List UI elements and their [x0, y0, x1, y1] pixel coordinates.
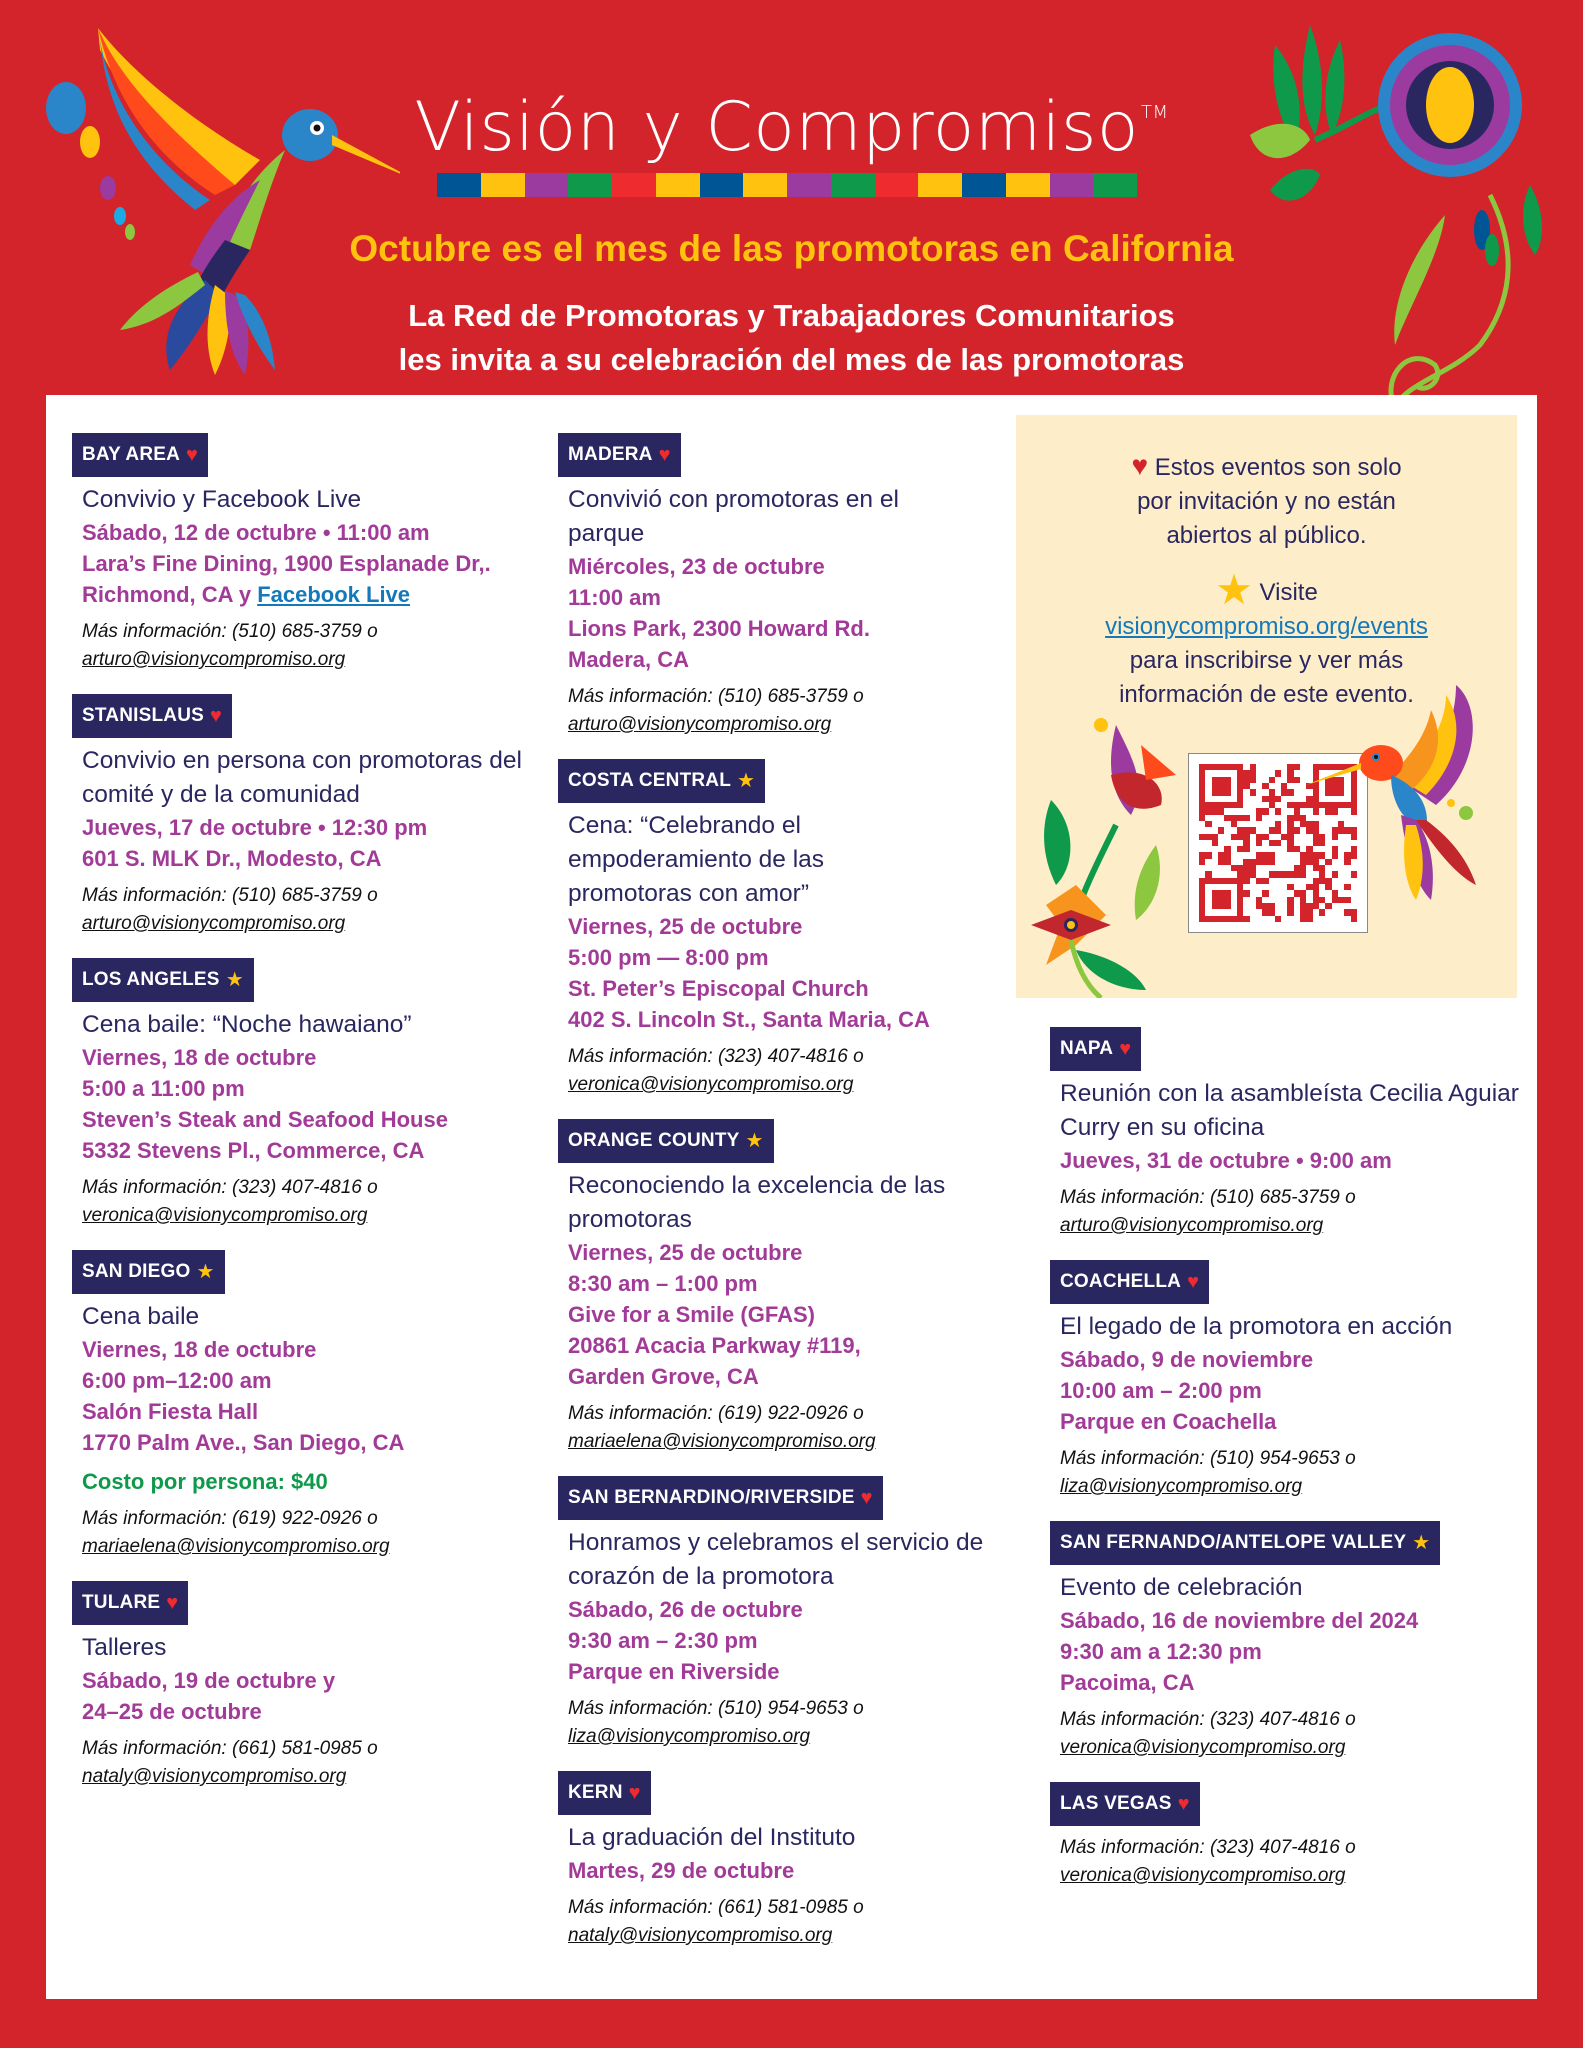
- event-title: Reconociendo la excelencia de las promotoras: [568, 1172, 946, 1233]
- event-title: Cena: “Celebrando el empoderamiento de las promotoras con amor”: [568, 812, 825, 907]
- region-badge: [558, 1771, 651, 1815]
- contact-phone: Más información: (510) 685-3759 o: [82, 885, 378, 906]
- region-badge: [558, 1476, 883, 1520]
- contact-info: [568, 1695, 1058, 1751]
- contact-phone: Más información: (619) 922-0926 o: [568, 1403, 864, 1424]
- event-date-2: 24–25 de octubre: [82, 1699, 262, 1724]
- event-title: Evento de celebración: [1060, 1574, 1303, 1601]
- event-venue: St. Peter’s Episcopal Church: [568, 976, 869, 1001]
- contact-info: [82, 618, 532, 674]
- contact-info: [568, 1894, 1058, 1950]
- contact-phone: Más información: (510) 954-9653 o: [568, 1698, 864, 1719]
- region-label: NAPA: [1060, 1038, 1114, 1059]
- event-card-san-fernando-antelope-valley: [1050, 1521, 1520, 1762]
- event-venue: Steven’s Steak and Seafood House: [82, 1107, 448, 1132]
- event-title: Reunión con la asambleísta Cecilia Aguiar Curry en su oficina: [1060, 1080, 1519, 1141]
- region-label: SAN BERNARDINO/RIVERSIDE: [568, 1487, 855, 1508]
- contact-email-link[interactable]: mariaelena@visionycompromiso.org: [568, 1431, 876, 1452]
- region-badge: [558, 433, 681, 477]
- event-venue: Give for a Smile (GFAS): [568, 1302, 815, 1327]
- contact-phone: Más información: (510) 685-3759 o: [568, 686, 864, 707]
- greek-key-band: [437, 173, 1137, 197]
- contact-phone: Más información: (510) 685-3759 o: [1060, 1187, 1356, 1208]
- contact-info: [568, 683, 1058, 739]
- region-badge: [1050, 1521, 1440, 1565]
- flower-illustration-icon: [1016, 705, 1196, 998]
- contact-email-link[interactable]: arturo@visionycompromiso.org: [82, 649, 346, 670]
- region-badge: [72, 958, 254, 1002]
- contact-email-link[interactable]: arturo@visionycompromiso.org: [82, 913, 346, 934]
- region-badge: [1050, 1782, 1200, 1826]
- event-location: 601 S. MLK Dr., Modesto, CA: [82, 846, 382, 871]
- contact-info: [1060, 1834, 1520, 1890]
- heart-icon: ♥: [166, 1592, 179, 1614]
- event-time: 5:00 pm — 8:00 pm: [568, 945, 769, 970]
- event-location: Pacoima, CA: [1060, 1670, 1195, 1695]
- contact-info: [82, 882, 532, 938]
- note-line: información de este evento.: [1119, 681, 1414, 708]
- contact-email-link[interactable]: liza@visionycompromiso.org: [568, 1726, 811, 1747]
- event-title: Convivió con promotoras en el parque: [568, 486, 899, 547]
- region-badge: [72, 1250, 225, 1294]
- contact-phone: Más información: (323) 407-4816 o: [1060, 1709, 1356, 1730]
- contact-phone: Más información: (619) 922-0926 o: [82, 1508, 378, 1529]
- events-column-3: [1050, 1027, 1520, 1910]
- contact-phone: Más información: (323) 407-4816 o: [1060, 1837, 1356, 1858]
- event-time: 11:00 am: [568, 585, 661, 610]
- event-location-text: Richmond, CA y: [82, 582, 258, 607]
- region-label: STANISLAUS: [82, 705, 204, 726]
- event-time: 9:30 am a 12:30 pm: [1060, 1639, 1262, 1664]
- region-label: LAS VEGAS: [1060, 1793, 1172, 1814]
- contact-email-link[interactable]: veronica@visionycompromiso.org: [1060, 1865, 1346, 1886]
- contact-email-link[interactable]: arturo@visionycompromiso.org: [568, 714, 832, 735]
- event-title: Convivio y Facebook Live: [82, 486, 362, 513]
- heart-icon: ♥: [209, 705, 223, 727]
- note-line: Estos eventos son solo: [1154, 454, 1402, 481]
- contact-info: [82, 1505, 532, 1561]
- event-title: Cena baile: [82, 1303, 200, 1330]
- event-title: Talleres: [82, 1634, 167, 1661]
- events-column-2: [558, 433, 1058, 1970]
- contact-email-link[interactable]: nataly@visionycompromiso.org: [568, 1925, 833, 1946]
- event-card-costa-central: [558, 759, 1058, 1099]
- region-label: SAN FERNANDO/ANTELOPE VALLEY: [1060, 1532, 1407, 1553]
- contact-info: [568, 1400, 1058, 1456]
- heart-icon: ♥: [1187, 1271, 1200, 1293]
- subtitle-line-2: les invita a su celebración del mes de las promotoras: [398, 342, 1185, 377]
- event-title: Cena baile: “Noche hawaiano”: [82, 1011, 412, 1038]
- star-icon: ★: [1412, 1532, 1431, 1554]
- event-time: 10:00 am – 2:00 pm: [1060, 1378, 1262, 1403]
- brand-title: [0, 88, 1583, 167]
- star-icon: ★: [1215, 566, 1253, 613]
- contact-phone: Más información: (510) 685-3759 o: [82, 621, 378, 642]
- event-date: Sábado, 9 de noviembre: [1060, 1347, 1314, 1372]
- event-card-coachella: [1050, 1260, 1520, 1501]
- heart-icon: ♥: [186, 444, 199, 466]
- event-date: Viernes, 18 de octubre: [82, 1045, 317, 1070]
- contact-email-link[interactable]: arturo@visionycompromiso.org: [1060, 1215, 1324, 1236]
- note-line: abiertos al público.: [1166, 522, 1367, 549]
- event-time: 8:30 am – 1:00 pm: [568, 1271, 758, 1296]
- event-date: Sábado, 16 de noviembre del 2024: [1060, 1608, 1419, 1633]
- event-location: 1770 Palm Ave., San Diego, CA: [82, 1430, 405, 1455]
- region-badge: [1050, 1260, 1209, 1304]
- contact-phone: Más información: (323) 407-4816 o: [82, 1177, 378, 1198]
- contact-email-link[interactable]: veronica@visionycompromiso.org: [82, 1205, 368, 1226]
- event-date: Sábado, 12 de octubre • 11:00 am: [82, 520, 430, 545]
- contact-phone: Más información: (661) 581-0985 o: [568, 1897, 864, 1918]
- note-line: por invitación y no están: [1137, 488, 1396, 515]
- star-icon: ★: [745, 1130, 764, 1152]
- event-date: Sábado, 19 de octubre y: [82, 1668, 336, 1693]
- facebook-live-link[interactable]: Facebook Live: [257, 582, 411, 607]
- event-address: 20861 Acacia Parkway #119,: [568, 1333, 861, 1358]
- event-location: 5332 Stevens Pl., Commerce, CA: [82, 1138, 425, 1163]
- event-date: Sábado, 26 de octubre: [568, 1597, 803, 1622]
- event-title: La graduación del Instituto: [568, 1824, 856, 1851]
- event-location: 402 S. Lincoln St., Santa Maria, CA: [568, 1007, 930, 1032]
- star-icon: ★: [225, 969, 244, 991]
- event-card-las-vegas: [1050, 1782, 1520, 1890]
- region-label: COACHELLA: [1060, 1271, 1182, 1292]
- note-line: Visite: [1259, 579, 1318, 606]
- event-card-madera: [558, 433, 1058, 739]
- event-location: [82, 579, 532, 610]
- contact-info: [568, 1043, 1058, 1099]
- event-location: Madera, CA: [568, 647, 690, 672]
- event-card-kern: [558, 1771, 1058, 1950]
- contact-email-link[interactable]: nataly@visionycompromiso.org: [82, 1766, 347, 1787]
- region-badge: [72, 694, 232, 738]
- event-location: Garden Grove, CA: [568, 1364, 759, 1389]
- event-card-san-bernardino-riverside: [558, 1476, 1058, 1751]
- event-title: Convivio en persona con promotoras del comité y de la comunidad: [82, 747, 522, 808]
- heart-icon: ♥: [860, 1487, 873, 1509]
- event-title: Honramos y celebramos el servicio de corazón de la promotora: [568, 1529, 984, 1590]
- event-date: Miércoles, 23 de octubre: [568, 554, 825, 579]
- event-date: Viernes, 25 de octubre: [568, 1240, 803, 1265]
- event-time: 6:00 pm–12:00 am: [82, 1368, 272, 1393]
- subtitle-line-1: La Red de Promotoras y Trabajadores Comunitarios: [408, 298, 1175, 333]
- region-label: KERN: [568, 1782, 623, 1803]
- contact-phone: Más información: (323) 407-4816 o: [568, 1046, 864, 1067]
- notice-box: [1016, 415, 1517, 998]
- invitation-only-note: [1016, 449, 1517, 553]
- star-icon: ★: [196, 1261, 215, 1283]
- tagline: Octubre es el mes de las promotoras en California: [349, 228, 1234, 269]
- hummingbird-illustration-icon: [1306, 685, 1506, 905]
- events-column-1: [72, 433, 532, 1811]
- region-label: COSTA CENTRAL: [568, 770, 732, 791]
- region-label: TULARE: [82, 1592, 161, 1613]
- event-card-orange-county: [558, 1119, 1058, 1456]
- contact-email-link[interactable]: liza@visionycompromiso.org: [1060, 1476, 1303, 1497]
- contact-phone: Más información: (510) 954-9653 o: [1060, 1448, 1356, 1469]
- region-badge: [1050, 1027, 1141, 1071]
- event-location: Parque en Riverside: [568, 1659, 780, 1684]
- event-time: 5:00 a 11:00 pm: [82, 1076, 245, 1101]
- note-line: para inscribirse y ver más: [1129, 647, 1404, 674]
- heart-icon: ♥: [1131, 450, 1149, 481]
- contact-info: [1060, 1184, 1520, 1240]
- heart-icon: ♥: [1119, 1038, 1132, 1060]
- event-time: 9:30 am – 2:30 pm: [568, 1628, 758, 1653]
- subtitle: [0, 294, 1583, 382]
- region-badge: [558, 1119, 774, 1163]
- event-date: Martes, 29 de octubre: [568, 1858, 795, 1883]
- heart-icon: ♥: [1177, 1793, 1190, 1815]
- contact-email-link[interactable]: mariaelena@visionycompromiso.org: [82, 1536, 390, 1557]
- event-card-napa: [1050, 1027, 1520, 1240]
- contact-info: [82, 1174, 532, 1230]
- event-card-stanislaus: [72, 694, 532, 938]
- region-label: BAY AREA: [82, 444, 181, 465]
- event-date: Jueves, 17 de octubre • 12:30 pm: [82, 815, 428, 840]
- contact-email-link[interactable]: veronica@visionycompromiso.org: [1060, 1737, 1346, 1758]
- brand-name: Visión y Compromiso: [414, 88, 1140, 167]
- trademark: TM: [1141, 102, 1169, 123]
- event-venue: Lions Park, 2300 Howard Rd.: [568, 616, 870, 641]
- contact-email-link[interactable]: veronica@visionycompromiso.org: [568, 1074, 854, 1095]
- contact-info: [82, 1735, 532, 1791]
- event-venue: Salón Fiesta Hall: [82, 1399, 259, 1424]
- region-label: SAN DIEGO: [82, 1261, 191, 1282]
- heart-icon: ♥: [658, 444, 671, 466]
- heart-icon: ♥: [628, 1782, 641, 1804]
- event-card-san-diego: [72, 1250, 532, 1561]
- region-badge: [558, 759, 765, 803]
- region-label: ORANGE COUNTY: [568, 1130, 740, 1151]
- star-icon: ★: [737, 770, 756, 792]
- region-label: MADERA: [568, 444, 653, 465]
- poster-header: [0, 0, 1583, 395]
- event-card-los-angeles: [72, 958, 532, 1230]
- event-card-bay-area: [72, 433, 532, 674]
- events-url-link[interactable]: visionycompromiso.org/events: [1105, 613, 1428, 640]
- event-date: Viernes, 25 de octubre: [568, 914, 803, 939]
- contact-phone: Más información: (661) 581-0985 o: [82, 1738, 378, 1759]
- event-venue: Lara’s Fine Dining, 1900 Esplanade Dr,.: [82, 551, 491, 576]
- event-title: El legado de la promotora en acción: [1060, 1313, 1453, 1340]
- contact-info: [1060, 1706, 1520, 1762]
- region-badge: [72, 433, 208, 477]
- event-date: Jueves, 31 de octubre • 9:00 am: [1060, 1148, 1392, 1173]
- events-panel: [46, 395, 1537, 1999]
- event-date: Viernes, 18 de octubre: [82, 1337, 317, 1362]
- event-card-tulare: [72, 1581, 532, 1791]
- event-location: Parque en Coachella: [1060, 1409, 1277, 1434]
- region-label: LOS ANGELES: [82, 969, 220, 990]
- contact-info: [1060, 1445, 1520, 1501]
- event-cost: Costo por persona: $40: [82, 1469, 328, 1494]
- region-badge: [72, 1581, 188, 1625]
